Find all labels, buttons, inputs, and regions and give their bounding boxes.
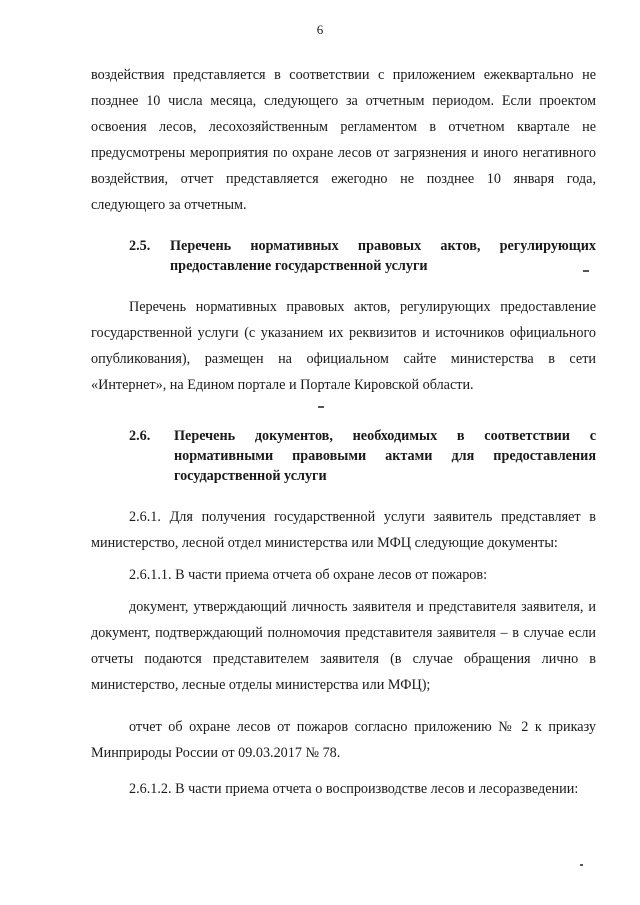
section-2-6-heading <box>129 426 596 486</box>
section-title: Перечень документов, необходимых в соответствии с нормативными правовыми актами для предоставления государственной услуги <box>174 428 596 484</box>
paragraph-2-6-1: 2.6.1. Для получения государственной услуги заявитель представляет в министерство, лесной отдел министерства или МФЦ следующие документы: <box>91 509 596 551</box>
scan-speck <box>318 406 324 408</box>
document-body <box>91 62 596 802</box>
paragraph-identity-documents: документ, утверждающий личность заявителя и представителя заявителя, и документ, подтверждающий полномочия представителя заявителя – в случае если отчеты подаются представителем заявителя (в случае обращения лично в министерство, лесные отделы министерства или МФЦ); <box>91 599 596 693</box>
paragraph-2-6-1-2: 2.6.1.2. В части приема отчета о воспроизводстве лесов и лесоразведении: <box>129 781 579 797</box>
section-2-5-body: Перечень нормативных правовых актов, регулирующих предоставление государственной услуги (с указанием их реквизитов и источников официального опубликования), размещен на официальном сайте министерства в сети «Интернет», на Едином портале и Портале Кировской области. <box>91 299 596 393</box>
scan-speck <box>580 864 583 866</box>
section-number: 2.6. <box>129 428 151 444</box>
page-number: 6 <box>316 22 324 37</box>
section-number: 2.5. <box>129 238 151 254</box>
section-2-5-heading <box>129 236 596 276</box>
scan-speck <box>583 270 589 272</box>
intro-paragraph: воздействия представляется в соответствии с приложением ежеквартально не позднее 10 числа месяца, следующего за отчетным периодом. Если проектом освоения лесов, лесохозяйственным регламентом в отчетном квартале не предусмотрены мероприятия по охране лесов от загрязнения и иного негативного воздействия, отчет представляется ежегодно не позднее 10 января года, следующего за отчетным. <box>91 67 596 213</box>
paragraph-2-6-1-1: 2.6.1.1. В части приема отчета об охране лесов от пожаров: <box>129 567 488 583</box>
paragraph-fire-report: отчет об охране лесов от пожаров согласно приложению № 2 к приказу Минприроды России от 09.03.2017 № 78. <box>91 719 596 761</box>
section-title: Перечень нормативных правовых актов, регулирующих предоставление государственной услуги <box>170 238 596 274</box>
